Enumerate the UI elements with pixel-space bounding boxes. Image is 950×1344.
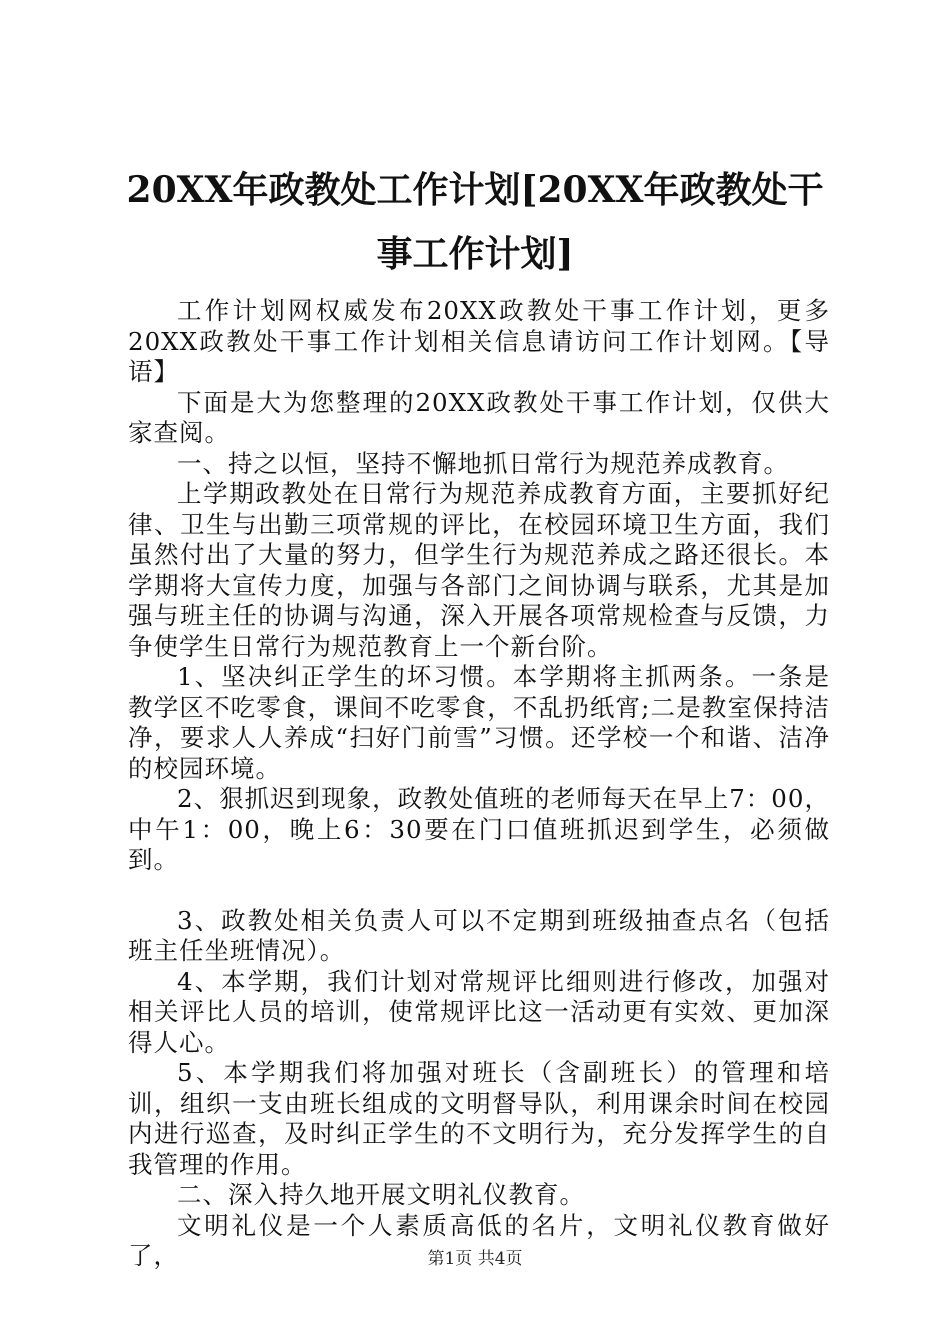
- paragraph: 一、持之以恒，坚持不懈地抓日常行为规范养成教育。: [177, 448, 789, 478]
- paragraph: 文明礼仪是一个人素质高低的名片，文明礼仪教育做好了，: [128, 1210, 830, 1270]
- paragraph: 2、狠抓迟到现象，政教处值班的老师每天在早上7：00，中午1：00，晚上6：30要在门口值班抓迟到学生，必须做到。: [128, 784, 830, 874]
- document-title: 20XX年政教处工作计划[20XX年政教处干事工作计划]: [126, 169, 824, 275]
- paragraph: 上学期政教处在日常行为规范养成教育方面，主要抓好纪律、卫生与出勤三项常规的评比，在校园环境卫生方面，我们虽然付出了大量的努力，但学生行为规范养成之路还很长。本学期将大宣传力度，加强与各部门之间协调与联系，尤其是加强与班主任的协调与沟通，深入开展各项常规检查与反馈，力争使学生日常行为规范教育上一个新台阶。: [128, 479, 830, 661]
- document-body: [128, 296, 830, 1272]
- page-footer: 第1页 共4页: [427, 1249, 523, 1269]
- paragraph: 3、政教处相关负责人可以不定期到班级抽查点名（包括班主任坐班情况）。: [128, 905, 830, 965]
- paragraph: 二、深入持久地开展文明礼仪教育。: [177, 1180, 585, 1209]
- paragraph: 下面是大为您整理的20XX政教处干事工作计划，仅供大家查阅。: [128, 387, 830, 447]
- paragraph: 工作计划网权威发布20XX政教处干事工作计划，更多20XX政教处干事工作计划相关信息请访问工作计划网。【导语】: [128, 296, 830, 386]
- paragraph: 5、本学期我们将加强对班长（含副班长）的管理和培训，组织一支由班长组成的文明督导队，利用课余时间在校园内进行巡查，及时纠正学生的不文明行为，充分发挥学生的自我管理的作用。: [128, 1058, 830, 1179]
- paragraph: 1、坚决纠正学生的坏习惯。本学期将主抓两条。一条是教学区不吃零食，课间不吃零食，不乱扔纸宵;二是教室保持洁净，要求人人养成“扫好门前雪”习惯。还学校一个和谐、洁净的校园环境。: [128, 662, 830, 783]
- paragraph: 4、本学期，我们计划对常规评比细则进行修改，加强对相关评比人员的培训，使常规评比这一活动更有实效、更加深得人心。: [128, 966, 830, 1057]
